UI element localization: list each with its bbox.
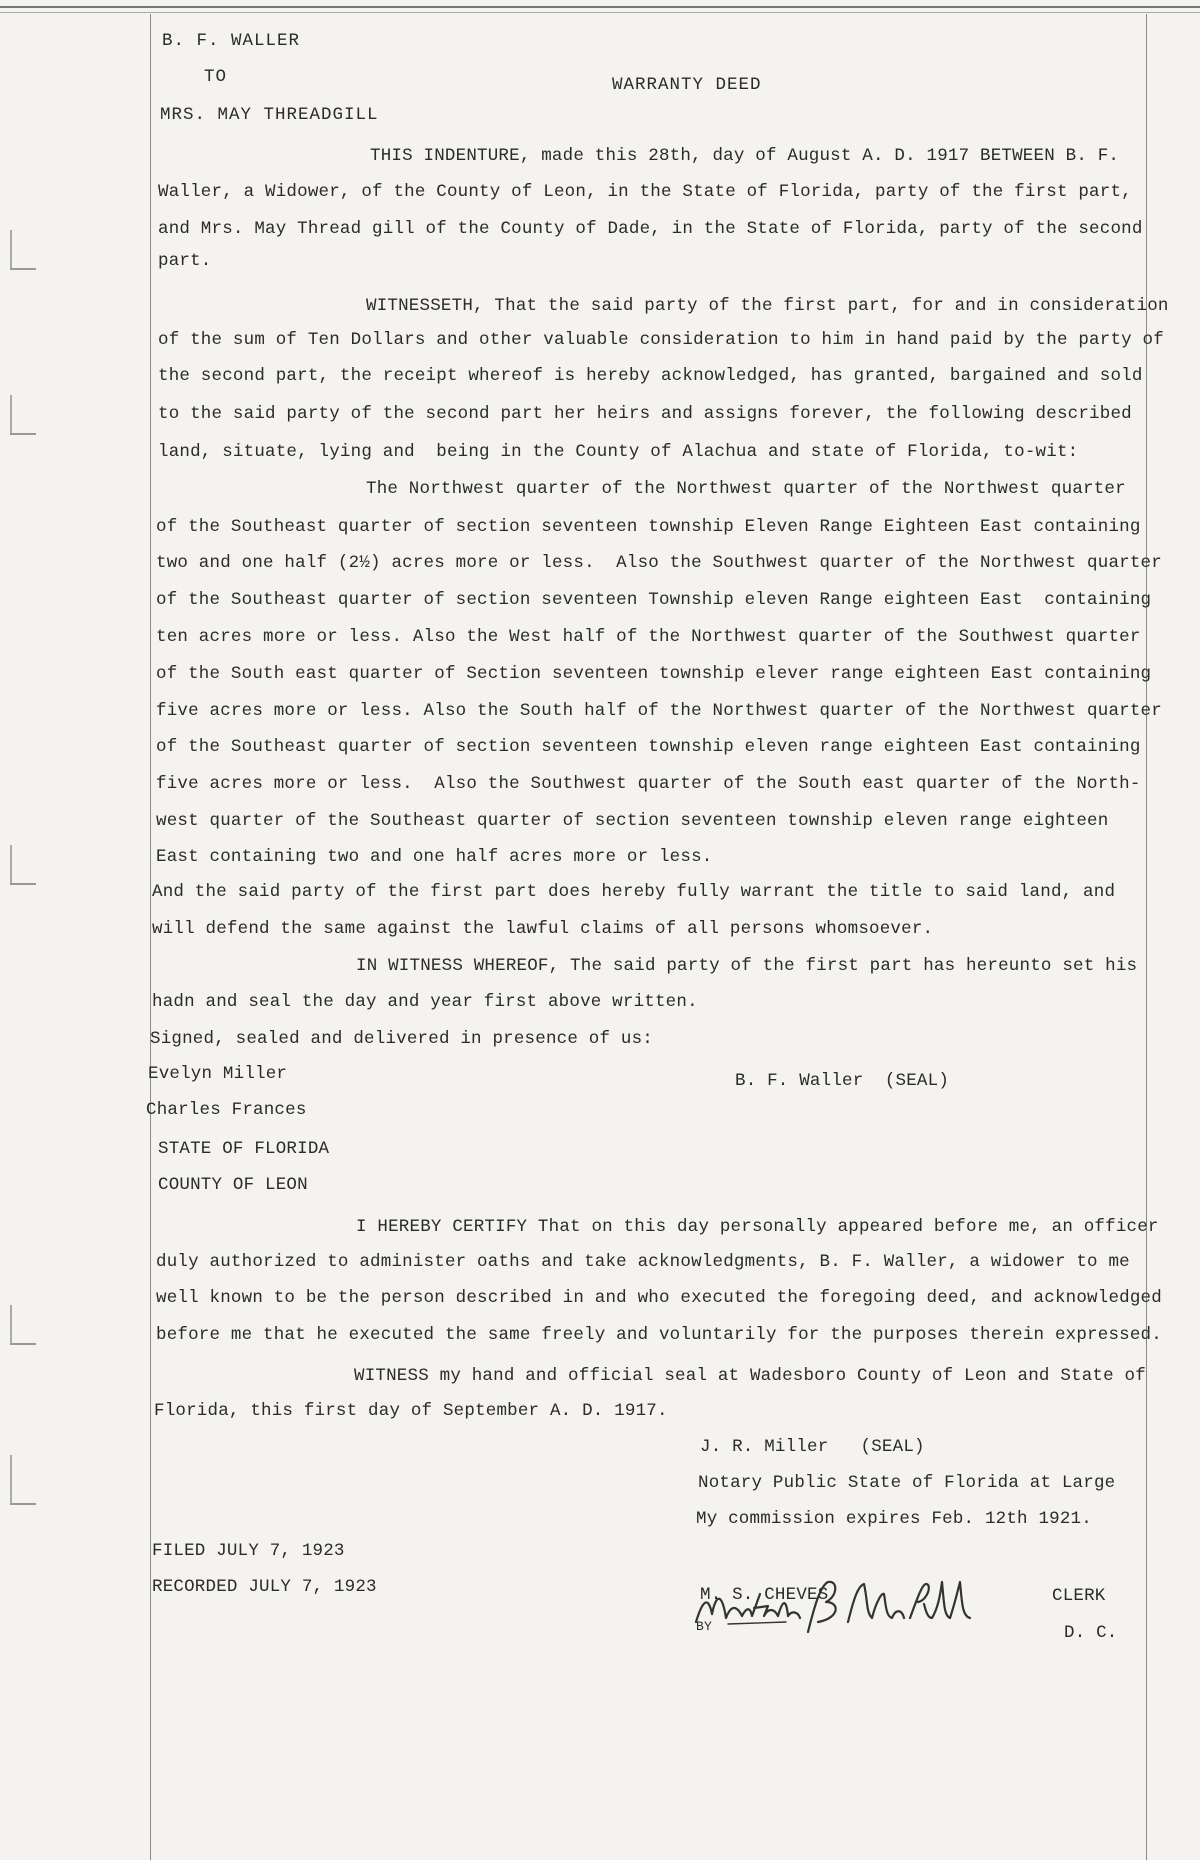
body-line: And the said party of the first part does hereby fully warrant the title to said land, and <box>152 882 1116 902</box>
body-line: of the sum of Ten Dollars and other valuable consideration to him in hand paid by the party of <box>158 330 1164 350</box>
grantor-signature: B. F. Waller (SEAL) <box>735 1071 950 1091</box>
body-line: of the Southeast quarter of section seventeen township eleven range eighteen East containing <box>156 737 1141 757</box>
clerk-title: CLERK <box>1052 1586 1106 1606</box>
body-line: WITNESSETH, That the said party of the first part, for and in consideration <box>366 296 1169 316</box>
top-border-line <box>0 6 1200 8</box>
margin-bracket <box>10 845 12 885</box>
body-line: Waller, a Widower, of the County of Leon, in the State of Florida, party of the first part, <box>158 182 1132 202</box>
body-line: Signed, sealed and delivered in presence of us: <box>150 1029 653 1049</box>
body-line: of the Southeast quarter of section seventeen township Eleven Range Eighteen East containing <box>156 517 1141 537</box>
body-line: of the South east quarter of Section seventeen township elever range eighteen East containing <box>156 664 1152 684</box>
body-line: five acres more or less. Also the Southwest quarter of the South east quarter of the North- <box>156 774 1141 794</box>
body-line: The Northwest quarter of the Northwest quarter of the Northwest quarter <box>366 479 1126 499</box>
left-margin-rule <box>150 14 151 1860</box>
filed-date: FILED JULY 7, 1923 <box>152 1541 345 1561</box>
witness-name: Charles Frances <box>146 1100 307 1120</box>
body-line: IN WITNESS WHEREOF, The said party of the first part has hereunto set his <box>356 956 1138 976</box>
grantee-heading: MRS. MAY THREADGILL <box>160 105 379 125</box>
body-line: hadn and seal the day and year first above written. <box>152 992 698 1012</box>
body-line: East containing two and one half acres more or less. <box>156 847 713 867</box>
margin-mark <box>10 433 36 435</box>
body-line: THIS INDENTURE, made this 28th, day of August A. D. 1917 BETWEEN B. F. <box>370 146 1120 166</box>
to-heading: TO <box>204 67 228 87</box>
right-margin-rule <box>1146 14 1147 1860</box>
body-line: of the Southeast quarter of section seventeen Township eleven Range eighteen East containing <box>156 590 1152 610</box>
clerk-name: M. S. CHEVES <box>700 1585 829 1605</box>
notary-name: J. R. Miller (SEAL) <box>700 1437 925 1457</box>
certificate-line: WITNESS my hand and official seal at Wadesboro County of Leon and State of <box>354 1366 1146 1386</box>
certificate-line: Florida, this first day of September A. D. 1917. <box>154 1401 668 1421</box>
venue-state: STATE OF FLORIDA <box>158 1139 330 1159</box>
body-line: two and one half (2½) acres more or less. Also the Southwest quarter of the Northwest quarter <box>156 553 1162 573</box>
margin-bracket <box>10 1305 12 1345</box>
certificate-line: I HEREBY CERTIFY That on this day personally appeared before me, an officer <box>356 1217 1159 1237</box>
margin-bracket <box>10 230 12 270</box>
body-line: part. <box>158 251 212 271</box>
witness-name: Evelyn Miller <box>148 1064 288 1084</box>
by-label: BY <box>696 1619 713 1634</box>
grantor-heading: B. F. WALLER <box>162 31 301 51</box>
margin-mark <box>10 1503 36 1505</box>
body-line: five acres more or less. Also the South half of the Northwest quarter of the Northwest quarter <box>156 701 1162 721</box>
deputy-title: D. C. <box>1064 1623 1118 1643</box>
certificate-line: duly authorized to administer oaths and take acknowledgments, B. F. Waller, a widower to me <box>156 1252 1130 1272</box>
body-line: to the said party of the second part her heirs and assigns forever, the following described <box>158 404 1132 424</box>
body-line: west quarter of the Southeast quarter of section seventeen township eleven range eighteen <box>156 811 1109 831</box>
body-line: ten acres more or less. Also the West half of the Northwest quarter of the Southwest quarter <box>156 627 1141 647</box>
document-title: WARRANTY DEED <box>612 75 762 95</box>
body-line: will defend the same against the lawful claims of all persons whomsoever. <box>152 919 934 939</box>
body-line: land, situate, lying and being in the County of Alachua and state of Florida, to-wit: <box>158 442 1079 462</box>
notary-title: Notary Public State of Florida at Large <box>698 1473 1116 1493</box>
venue-county: COUNTY OF LEON <box>158 1175 308 1195</box>
top-border-line-secondary <box>0 12 1200 13</box>
body-line: the second part, the receipt whereof is hereby acknowledged, has granted, bargained and sold <box>158 366 1143 386</box>
deputy-signature <box>688 1572 978 1642</box>
margin-mark <box>10 883 36 885</box>
margin-mark <box>10 268 36 270</box>
body-line: and Mrs. May Thread gill of the County of Dade, in the State of Florida, party of the second <box>158 219 1143 239</box>
notary-commission: My commission expires Feb. 12th 1921. <box>696 1509 1092 1529</box>
certificate-line: before me that he executed the same freely and voluntarily for the purposes therein expressed. <box>156 1325 1162 1345</box>
recorded-date: RECORDED JULY 7, 1923 <box>152 1577 377 1597</box>
certificate-line: well known to be the person described in and who executed the foregoing deed, and acknowledged <box>156 1288 1162 1308</box>
margin-bracket <box>10 1455 12 1505</box>
margin-mark <box>10 1343 36 1345</box>
margin-bracket <box>10 395 12 435</box>
